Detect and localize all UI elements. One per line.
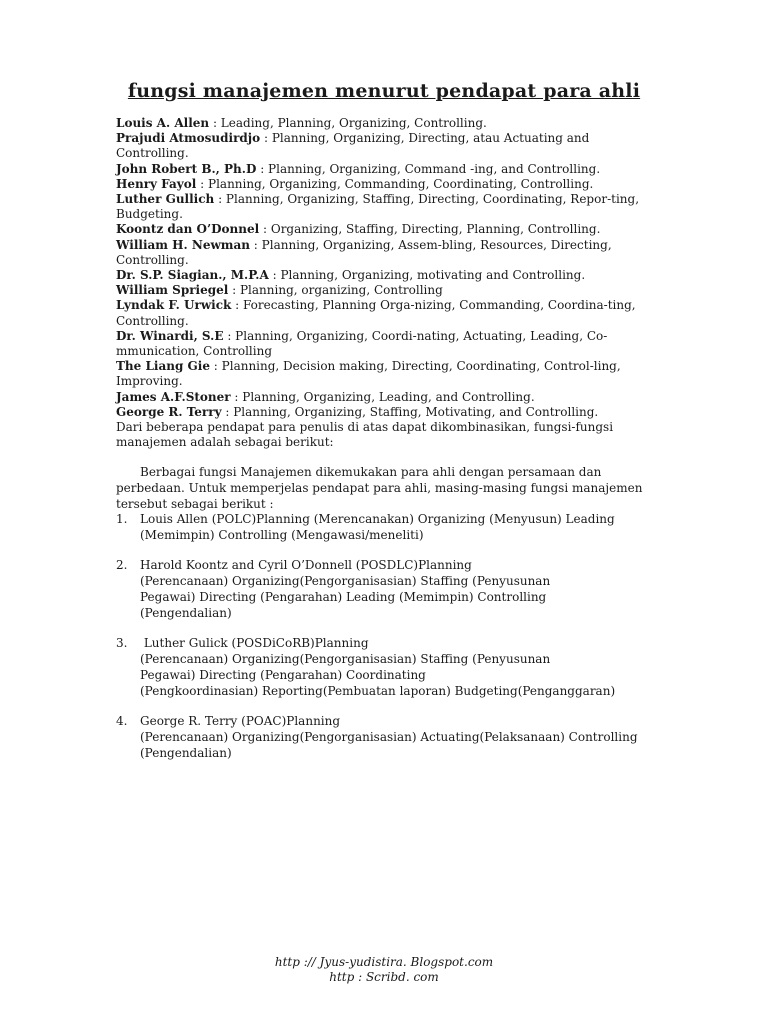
- expert-entry: [116, 131, 656, 161]
- expert-name: The Liang Gie: [116, 359, 210, 374]
- list-line: Pegawai) Directing (Pengarahan) Coordinating: [140, 668, 426, 682]
- expert-name: Henry Fayol: [116, 176, 197, 191]
- list-line: (Pengkoordinasian) Reporting(Pembuatan laporan) Budgeting(Penganggaran): [140, 684, 616, 698]
- list-number: 3.: [116, 636, 128, 650]
- expert-functions: : Forecasting, Planning Orga-nizing, Commanding, Coordina-ting, Controlling.: [116, 298, 636, 328]
- expert-functions: : Planning, Organizing, Commanding, Coordinating, Controlling.: [196, 176, 594, 191]
- expert-name: Koontz dan O’Donnel: [116, 222, 260, 237]
- expert-functions: : Planning, Organizing, Staffing, Motivating, and Controlling.: [221, 404, 599, 419]
- expert-functions: : Planning, Organizing, Leading, and Controlling.: [230, 389, 535, 404]
- expert-name: Luther Gullich: [116, 192, 215, 207]
- expert-entry: [116, 116, 656, 131]
- expert-functions: : Planning, organizing, Controlling: [228, 283, 443, 298]
- list-line: (Perencanaan) Organizing(Pengorganisasian) Staffing (Penyusunan: [140, 652, 551, 666]
- intro-text: Dari beberapa pendapat para penulis di atas dapat dikombinasikan, fungsi-fungsi manajemen adalah sebagai berikut:: [116, 420, 614, 450]
- expert-name: John Robert B., Ph.D: [116, 161, 257, 176]
- body-paragraph: Berbagai fungsi Manajemen dikemukakan para ahli dengan persamaan dan perbedaan. Untuk memperjelas pendapat para ahli, masing-masing fungsi manajemen tersebut sebagai berikut :: [116, 465, 643, 511]
- list-line: George R. Terry (POAC)Planning: [140, 714, 341, 728]
- list-item: [116, 557, 656, 621]
- list-line: Luther Gulick (POSDiCoRB)Planning: [140, 636, 369, 650]
- expert-list: [116, 116, 656, 450]
- expert-entry: [116, 222, 656, 237]
- expert-entry: [116, 405, 656, 420]
- list-item: [116, 713, 656, 761]
- list-line: Louis Allen (POLC)Planning (Merencanakan) Organizing (Menyusun) Leading: [140, 512, 615, 526]
- list-line: Harold Koontz and Cyril O’Donnell (POSDLC)Planning: [140, 558, 472, 572]
- list-number: 4.: [116, 714, 128, 728]
- expert-entry: [116, 283, 656, 298]
- expert-functions: : Planning, Organizing, Coordi-nating, Actuating, Leading, Co-mmunication, Controlling: [116, 328, 608, 359]
- expert-entry: [116, 298, 656, 328]
- expert-name: William H. Newman: [116, 237, 250, 252]
- list-item: [116, 511, 656, 543]
- expert-name: George R. Terry: [116, 404, 222, 419]
- expert-functions: : Planning, Organizing, Command -ing, and Controlling.: [256, 161, 601, 176]
- expert-entry: [116, 238, 656, 268]
- expert-entry: [116, 329, 656, 359]
- expert-functions: : Planning, Organizing, Staffing, Directing, Coordinating, Repor-ting, Budgeting.: [116, 192, 640, 222]
- list-number: 2.: [116, 558, 128, 572]
- footer-link-scribd: http : Scribd. com: [329, 970, 439, 984]
- list-line: (Pengendalian): [140, 606, 232, 620]
- expert-entry: [116, 177, 656, 192]
- list-number: 1.: [116, 512, 128, 526]
- expert-functions: : Planning, Organizing, Assem-bling, Resources, Directing, Controlling.: [116, 237, 612, 267]
- expert-functions: : Planning, Decision making, Directing, Coordinating, Control-ling, Improving.: [116, 359, 621, 389]
- page-footer: [0, 955, 768, 985]
- list-line: Pegawai) Directing (Pengarahan) Leading (Memimpin) Controlling: [140, 590, 547, 604]
- footer-link-blog: http :// Jyus-yudistira. Blogspot.com: [274, 955, 494, 969]
- list-line: (Pengendalian): [140, 746, 232, 760]
- expert-functions: : Leading, Planning, Organizing, Controlling.: [209, 116, 487, 130]
- list-item: [116, 635, 656, 699]
- expert-name: Dr. S.P. Siagian., M.P.A: [116, 268, 269, 283]
- expert-entry: [116, 359, 656, 389]
- numbered-list: [116, 511, 656, 775]
- expert-functions: : Planning, Organizing, Directing, atau Actuating and Controlling.: [116, 131, 590, 161]
- expert-entry: [116, 192, 656, 222]
- expert-functions: : Planning, Organizing, motivating and Controlling.: [268, 268, 586, 283]
- list-line: (Memimpin) Controlling (Mengawasi/meneliti): [140, 528, 424, 542]
- expert-name: Lyndak F. Urwick: [116, 298, 232, 313]
- list-line: (Perencanaan) Organizing(Pengorganisasian) Staffing (Penyusunan: [140, 574, 551, 588]
- expert-name: James A.F.Stoner: [116, 389, 231, 404]
- expert-functions: : Organizing, Staffing, Directing, Planning, Controlling.: [259, 222, 601, 237]
- expert-name: Dr. Winardi, S.E: [116, 328, 224, 343]
- expert-name: William Spriegel: [116, 283, 229, 298]
- expert-name: Prajudi Atmosudirdjo: [116, 131, 261, 146]
- expert-entry: [116, 268, 656, 283]
- expert-entry: [116, 162, 656, 177]
- page-title: fungsi manajemen menurut pendapat para ahli: [127, 80, 641, 102]
- list-line: (Perencanaan) Organizing(Pengorganisasian) Actuating(Pelaksanaan) Controlling: [140, 730, 638, 744]
- expert-name: Louis A. Allen: [116, 116, 210, 130]
- expert-entry: [116, 390, 656, 405]
